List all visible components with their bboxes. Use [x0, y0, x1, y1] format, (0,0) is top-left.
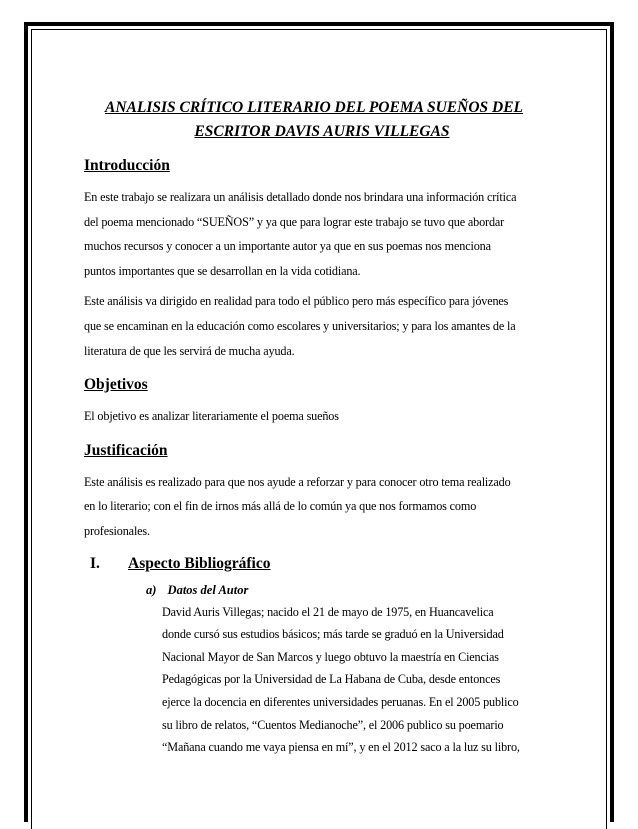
- autor-paragraph: [162, 601, 560, 759]
- text-line: su libro de relatos, “Cuentos Medianoche”, el 2006 publico su poemario: [162, 717, 504, 732]
- text-line: Pedagógicas por la Universidad de La Habana de Cuba, desde entonces: [162, 672, 501, 687]
- text-line: en lo literario; con el fin de irnos más allá de lo común ya que nos formamos como: [84, 499, 477, 514]
- document-body: [84, 96, 560, 759]
- intro-paragraph-1: [84, 185, 560, 283]
- heading-introduccion: Introducción: [84, 157, 170, 174]
- text-line: muchos recursos y conocer a un importante autor ya que en sus poemas nos menciona: [84, 239, 491, 254]
- title-line-1: ANALISIS CRÍTICO LITERARIO DEL POEMA SUEÑOS DEL: [104, 99, 524, 116]
- heading-objetivos: Objetivos: [84, 376, 148, 394]
- section-aspecto-bibliografico: [90, 554, 560, 574]
- text-line: Nacional Mayor de San Marcos y luego obtuvo la maestría en Ciencias: [162, 649, 499, 664]
- section-title: Aspecto Bibliográfico: [128, 554, 271, 572]
- text-line: Este análisis es realizado para que nos ayude a reforzar y para conocer otro tema realizado: [84, 474, 511, 489]
- text-line: Este análisis va dirigido en realidad para todo el público pero más específico para jóvenes: [84, 294, 509, 309]
- subsection-title: Datos del Autor: [167, 582, 249, 597]
- intro-paragraph-2: [84, 289, 560, 363]
- objetivos-paragraph: [84, 404, 560, 429]
- title-line-2: ESCRITOR DAVIS AURIS VILLEGAS: [194, 123, 450, 140]
- document-title: [84, 96, 560, 144]
- text-line: David Auris Villegas; nacido el 21 de mayo de 1975, en Huancavelica: [162, 604, 494, 619]
- text-line: puntos importantes que se desarrollan en la vida cotidiana.: [84, 263, 361, 278]
- section-number: I.: [90, 554, 100, 572]
- text-line: ejerce la docencia en diferentes universidades peruanas. En el 2005 publico: [162, 694, 519, 709]
- text-line: profesionales.: [84, 523, 150, 538]
- subsection-label: a): [146, 582, 157, 597]
- text-line: En este trabajo se realizara un análisis detallado donde nos brindara una información crítica: [84, 190, 517, 204]
- text-line: El objetivo es analizar literariamente el poema sueños: [84, 409, 339, 424]
- text-line: que se encaminan en la educación como escolares y universitarios; y para los amantes de la: [84, 318, 516, 333]
- text-line: donde cursó sus estudios básicos; más tarde se graduó en la Universidad: [162, 627, 504, 642]
- subsection-datos-autor: [146, 580, 560, 600]
- justificacion-paragraph: [84, 470, 560, 544]
- heading-justificacion: Justificación: [84, 441, 168, 459]
- text-line: literatura de que les servirá de mucha ayuda.: [84, 343, 295, 358]
- text-line: “Mañana cuando me vaya piensa en mí”, y en el 2012 saco a la luz su libro,: [162, 740, 520, 755]
- text-line: del poema mencionado “SUEÑOS” y ya que para lograr este trabajo se tuvo que abordar: [84, 214, 505, 229]
